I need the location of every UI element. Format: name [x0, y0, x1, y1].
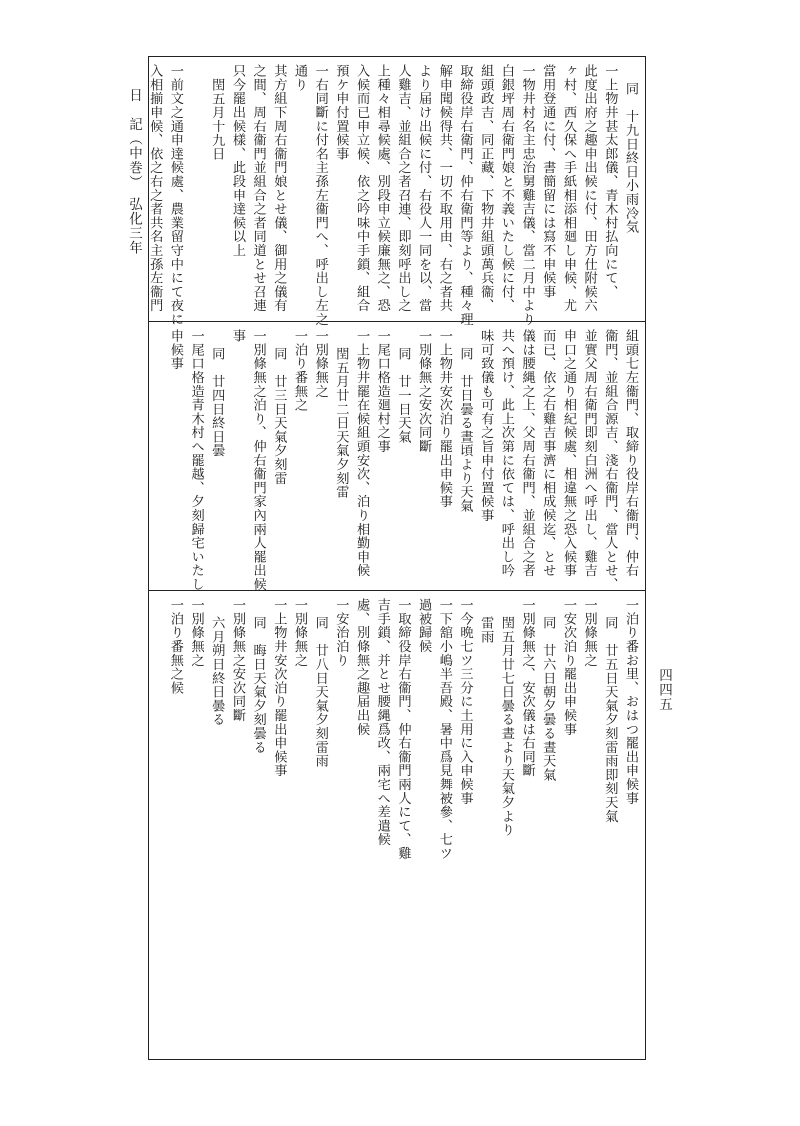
section-top: [147, 58, 644, 327]
text-line: 當用登通に付、書簡留には寫不申候事: [540, 64, 556, 299]
text-line: 一泊り番無之候: [167, 598, 183, 695]
text-line: 上種々相尋候處、別段申立候廉無之、恐: [374, 64, 390, 313]
blank-line: [185, 64, 206, 316]
text-line: 一泊り番お里、おはつ罷出申候事: [623, 598, 638, 805]
date-line: 同 廿五日天氣夕刻雷雨即刻天氣: [602, 616, 618, 823]
date-line: 同 廿一日天氣: [395, 347, 411, 444]
text-line: 一安治泊り: [333, 598, 349, 667]
text-line: 一泊り番無之: [292, 329, 307, 412]
column-group: [164, 329, 640, 592]
date-line: 同 晦日天氣夕刻曇る: [250, 616, 266, 754]
date-line: 同 廿八日天氣夕刻雷雨: [312, 616, 328, 768]
text-line: 預ケ申付置候事: [333, 64, 349, 161]
text-line: 申候事: [167, 329, 183, 371]
text-line: 一上物井安次泊り罷出申候事: [436, 329, 452, 509]
text-line: 白銀坪周右衛門娘と不義いたし候に付、: [498, 64, 514, 313]
date-line: 同 廿三日天氣夕刻雷: [271, 347, 287, 485]
text-line: 申口之通り相紀候處、相違無之恐入候事: [560, 329, 576, 578]
date-line: 閏五月十九日: [209, 78, 225, 161]
text-line: 衞門、並組合源吉、淺右衞門、當人とせ、: [602, 329, 618, 592]
text-line: 一下舘小嶋半吾殿、暑中爲見舞被參、七ツ: [436, 598, 452, 861]
text-line: 而已、依之右雞吉事濟に相成候迄、とせ: [540, 329, 556, 578]
date-line: 閏五月廿二日天氣夕刻雷: [333, 347, 349, 499]
text-line: 一別條無之: [188, 598, 204, 667]
text-line: 一安次泊り罷出申候事: [560, 598, 576, 736]
text-line: 組頭政吉、同正藏、下物井組頭萬兵衞、: [478, 64, 494, 313]
text-line: 取締役岸右衛門、仲右衛門等より、種々理: [457, 64, 473, 327]
text-line: 一前文之通申達候處、農業留守中にて夜に: [167, 64, 183, 327]
text-line: 一取締役岸右衞門、仲右衞門兩人にて、雞: [395, 598, 411, 861]
date-line: 同 廿六日朝夕曇る晝天氣: [540, 616, 556, 782]
text-line: 並實父周右衛門即刻白洲へ呼出し、雞吉: [581, 329, 597, 578]
text-line: 一尾口格造廻村之事: [374, 329, 390, 454]
text-line: 吉手鎖、并とせ腰縄爲改、兩宅へ差遣候: [374, 598, 390, 847]
text-line: 一上物井安次泊り罷出申候事: [271, 598, 287, 778]
text-line: 一上物井甚太郎儀、青木村払向にて、: [602, 64, 618, 299]
text-line: 一上物井罷在候組頭安次、泊り相勤申候: [354, 329, 370, 578]
column-group: [144, 64, 641, 327]
text-line: 通り: [292, 64, 307, 92]
text-line: 味可致儀も可有之旨申付置候事: [478, 329, 494, 523]
text-line: 一今晩七ツ三分に土用に入申候事: [457, 598, 473, 805]
text-line: 其方組下周右衞門娘とせ儀、御用之儀有: [271, 64, 287, 313]
text-line: 人雞吉、並組合之者召連、即刻呼出し之: [395, 64, 411, 313]
text-line: ヶ村、西久保へ手紙相添相廻し申候、尤: [560, 64, 576, 313]
date-line: 同 廿四日終日曇: [209, 347, 225, 458]
text-line: 解申聞候得共、一切不取用由、右之者共: [436, 64, 452, 313]
text-line: 過被歸候: [416, 598, 432, 654]
text-line: 入相揃申候、依之右之者共名主孫左衞門: [147, 64, 163, 313]
section-bottom: [150, 592, 644, 1058]
text-line: 只今罷出候樣、此段申達候以上: [229, 64, 245, 258]
text-line: 一別條無之、安次儀は右同斷: [519, 598, 535, 778]
text-line: 一別條無之安次同斷: [229, 598, 245, 723]
date-line: 同 十九日終日小雨冷気: [623, 82, 638, 234]
text-line: 一尾口格造青木村へ罷越、夕刻歸宅いたし: [188, 329, 204, 592]
text-line: 儀は腰縄之上、父周右衞門、並組合之者: [519, 329, 535, 578]
text-line: 入候而已申立候、依之吟味中手鎖、組合: [354, 64, 370, 313]
text-line: 處、別條無之趣届出候: [354, 598, 370, 736]
text-line: 共へ預け、此上次第に依ては、呼出し吟: [498, 329, 514, 578]
date-line: 閏五月廿七日曇る晝より天氣夕より: [498, 616, 514, 837]
page-number: 四四五: [656, 668, 672, 712]
text-line: 之間、周右衞門並組合之者同道とせ召連: [250, 64, 266, 313]
text-line: 一別條無之泊り、仲右衞門家內兩人罷出候: [250, 329, 266, 592]
date-line: 同 廿日曇る晝頃より天氣: [457, 347, 473, 513]
text-line: 組頭七左衞門、取締り役岸右衞門、仲右: [623, 329, 638, 578]
text-line: 一右同斷に付名主孫左衞門へ、呼出し左之: [312, 64, 328, 327]
text-line: 此度出府之趣申出候に付、田方仕附候六: [581, 64, 597, 313]
section-middle: [150, 323, 644, 592]
running-header: 日 記（中巻） 弘化三年: [126, 88, 142, 256]
text-line: 事: [229, 329, 245, 343]
text-line: 一別條無之: [312, 329, 328, 398]
date-line: 雷雨: [478, 616, 494, 644]
text-line: 一物井村名主忠治舅雞吉儀、當二月中より: [519, 64, 535, 327]
text-line: 一別條無之: [292, 598, 307, 667]
column-group: [164, 598, 640, 1054]
date-line: 六月朔日終日曇る: [209, 616, 225, 727]
text-line: より届け出候に付、右役人一同を以、當: [416, 64, 432, 313]
text-line: 一別條無之安次同斷: [416, 329, 432, 454]
text-line: 一別條無之: [581, 598, 597, 667]
